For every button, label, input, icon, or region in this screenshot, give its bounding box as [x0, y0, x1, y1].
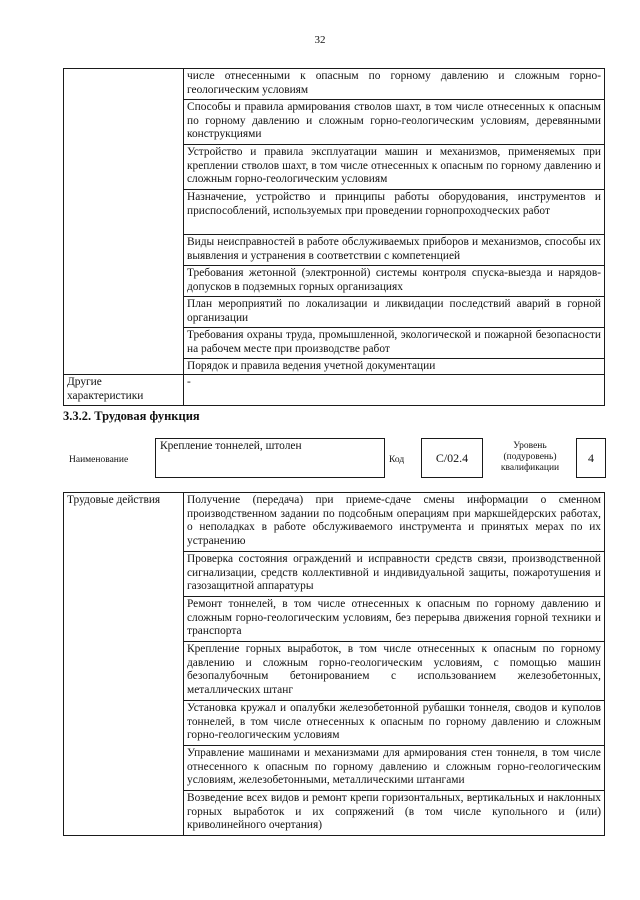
table-cell: Получение (передача) при приеме-сдаче смены информации о сменном производственном задании по подсобным операциям при маркшейдерских работах, о неполадках в работе обслуживаемого инструмента и принятых мерах по их устранению [184, 493, 605, 552]
table-cell: Требования жетонной (электронной) системы контроля спуска-выезда и нарядов-допусков в подземных горных организациях [184, 266, 605, 297]
table-row [64, 375, 605, 406]
name-value-box [155, 438, 385, 478]
labor-actions-table [63, 492, 605, 836]
table-cell: План мероприятий по локализации и ликвидации последствий аварий в горной организации [184, 297, 605, 328]
table-cell: Ремонт тоннелей, в том числе отнесенных к опасным по горному давлению и сложным горно-геологическим условиям, без перерыва движения горной техники и транспорта [184, 597, 605, 642]
code-label: Код [389, 455, 405, 465]
name-label: Наименование [69, 455, 129, 465]
knowledge-table [63, 68, 605, 406]
table-cell: Управление машинами и механизмами для армирования стен тоннеля, в том числе отнесенного к опасным по горному давлению и сложным горно-геологическим условиям, железобетонными, металлическими штангами [184, 746, 605, 791]
page-number: 32 [314, 34, 326, 46]
table-cell: Порядок и правила ведения учетной документации [184, 359, 605, 375]
table-cell: Проверка состояния ограждений и исправности средств связи, производственной сигнализации, средств коллективной и индивидуальной защиты, пожаротушения и газозащитной аппаратуры [184, 552, 605, 597]
level-value: 4 [588, 451, 594, 465]
table-cell: Способы и правила армирования стволов шахт, в том числе отнесенных к опасным по горному давлению и сложным горно-геологическим условиям, деревянными конструкциями [184, 100, 605, 145]
table-cell: Виды неисправностей в работе обслуживаемых приборов и механизмов, способы их выявления и устранения в соответствии с компетенцией [184, 235, 605, 266]
table-row [64, 69, 605, 100]
other-characteristics-label: Другие характеристики [64, 375, 184, 406]
code-value-box [421, 438, 483, 478]
code-value: C/02.4 [435, 451, 469, 465]
level-value-box [576, 438, 606, 478]
table-row [64, 493, 605, 552]
level-label: Уровень (подуровень) квалификации [500, 441, 560, 473]
name-value: Крепление тоннелей, штолен [160, 440, 302, 452]
table-cell: Возведение всех видов и ремонт крепи горизонтальных, вертикальных и наклонных горных выработок и их сопряжений (в том числе купольного и (или) криволинейного очертания) [184, 791, 605, 836]
table-cell-label-empty [64, 69, 184, 375]
table-cell: Установка кружал и опалубки железобетонной рубашки тоннеля, сводов и куполов тоннелей, в том числе отнесенных к опасным по горному давлению и сложным горно-геологическим условиям [184, 701, 605, 746]
table-cell: Требования охраны труда, промышленной, экологической и пожарной безопасности на рабочем месте при производстве работ [184, 328, 605, 359]
table-cell: числе отнесенными к опасным по горному давлению и сложным горно-геологическим условиям [184, 69, 605, 100]
labor-actions-label: Трудовые действия [64, 493, 184, 836]
other-characteristics-value: - [184, 375, 605, 406]
section-title: 3.3.2. Трудовая функция [63, 409, 200, 423]
table-cell: Назначение, устройство и принципы работы оборудования, инструментов и приспособлений, используемых при проведении горнопроходческих работ [184, 190, 605, 235]
table-cell: Устройство и правила эксплуатации машин и механизмов, применяемых при креплении стволов шахт, в том числе отнесенных к опасным по горному давлению и сложным горно-геологическим условиям [184, 145, 605, 190]
table-cell: Крепление горных выработок, в том числе отнесенных к опасным по горному давлению и сложным горно-геологическим условиям, с помощью машин безопалубочным бетонированием с использованием железобетонных, металлических штанг [184, 642, 605, 701]
